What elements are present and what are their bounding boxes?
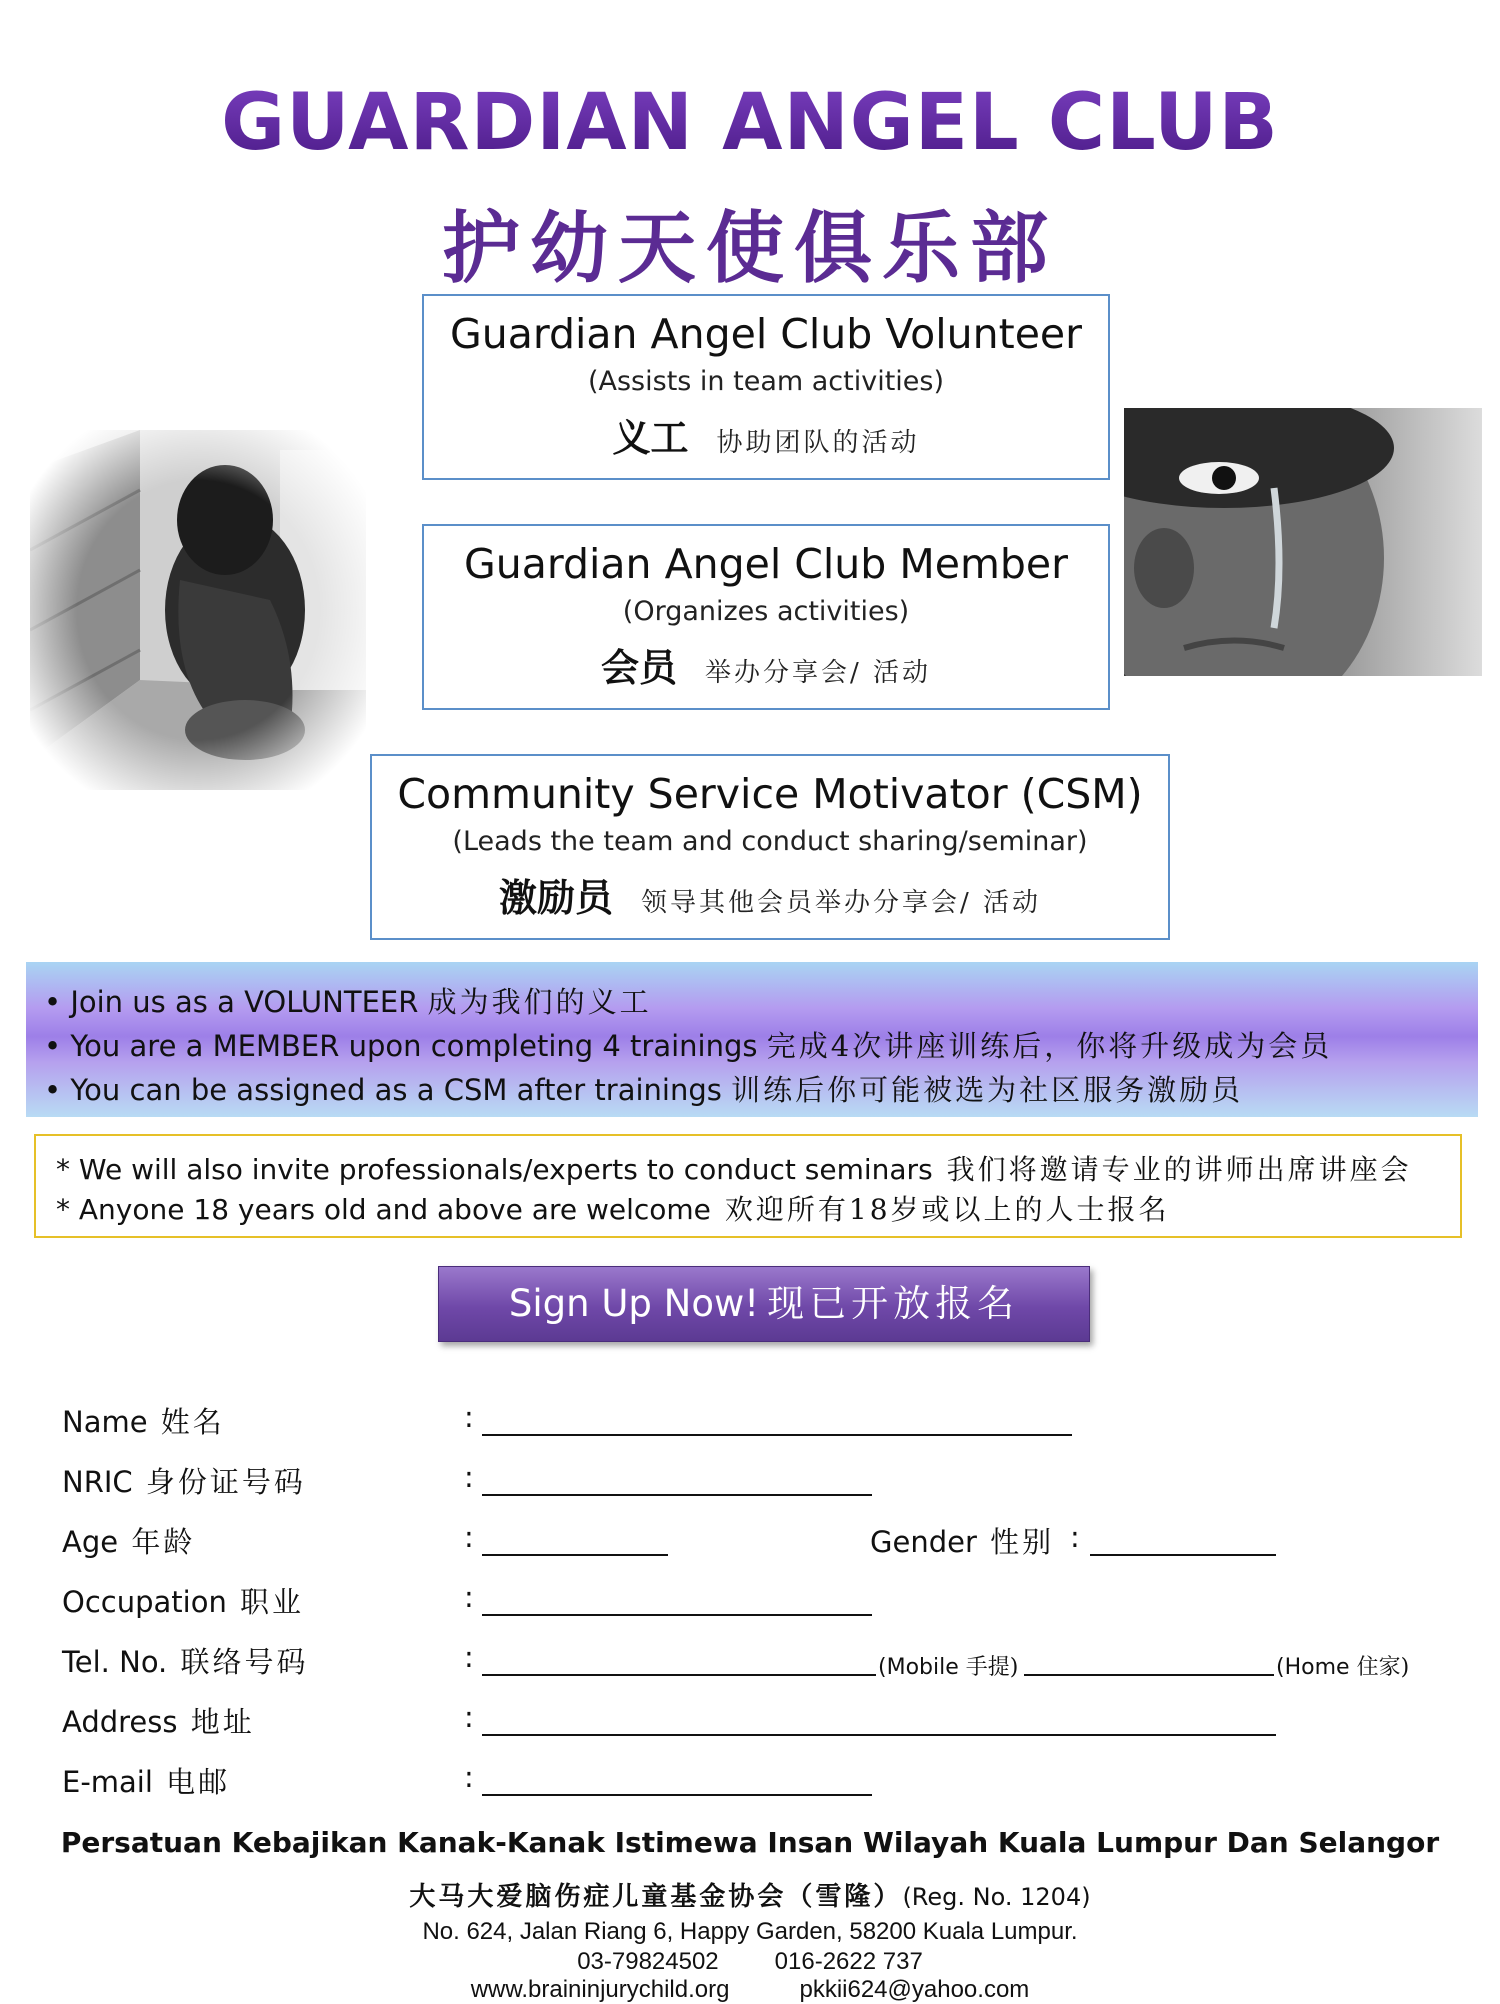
girl-sitting-photo (30, 430, 366, 790)
gender-label: Gender 性别 (870, 1525, 1055, 1559)
email-label: E-mail 电邮 (62, 1765, 231, 1799)
crying-child-photo (1124, 408, 1482, 676)
volunteer-zh-title: 义工 (612, 415, 689, 460)
bullet-member: • You are a MEMBER upon completing 4 trainings 完成4次讲座训练后，你将升级成为会员 (44, 1029, 1333, 1063)
nric-field[interactable] (482, 1464, 872, 1496)
email-link[interactable]: pkkii624@yahoo.com (799, 1976, 1030, 2003)
csm-zh-title: 激励员 (498, 875, 613, 920)
note-age: * Anyone 18 years old and above are welcome 欢迎所有18岁或以上的人士报名 (56, 1193, 1170, 1226)
org-name-chinese: 大马大爱脑伤症儿童基金协会（雪隆）(Reg. No. 1204) (409, 1882, 1091, 1912)
sign-up-button[interactable]: Sign Up Now! 现已开放报名 (438, 1266, 1090, 1342)
csm-title: Community Service Motivator (CSM) (397, 770, 1143, 818)
home-label: (Home 住家) (1276, 1655, 1410, 1680)
occupation-label: Occupation 职业 (62, 1585, 305, 1619)
volunteer-zh-desc: 协助团队的活动 (716, 428, 920, 458)
member-title: Guardian Angel Club Member (464, 540, 1068, 588)
org-phones: 03-79824502 016-2622 737 (577, 1948, 923, 1975)
occupation-field[interactable] (482, 1584, 872, 1616)
website-link[interactable]: www.braininjurychild.org (470, 1976, 730, 2003)
nric-label: NRIC 身份证号码 (62, 1465, 306, 1499)
bullet-csm: • You can be assigned as a CSM after trainings 训练后你可能被选为社区服务激励员 (44, 1073, 1244, 1107)
volunteer-title: Guardian Angel Club Volunteer (449, 310, 1083, 358)
org-name-malay: Persatuan Kebajikan Kanak-Kanak Istimewa Insan Wilayah Kuala Lumpur Dan Selangor (60, 1826, 1440, 1859)
mobile-field[interactable] (482, 1644, 876, 1676)
csm-subtitle: (Leads the team and conduct sharing/seminar) (452, 826, 1088, 857)
address-colon: : (464, 1700, 474, 1734)
csm-box (370, 754, 1170, 940)
gender-field[interactable] (1090, 1524, 1276, 1556)
member-zh-desc: 举办分享会/ 活动 (704, 658, 932, 688)
age-label: Age 年龄 (62, 1525, 196, 1559)
note-seminars: * We will also invite professionals/experts to conduct seminars 我们将邀请专业的讲师出席讲座会 (56, 1153, 1412, 1186)
age-colon: : (464, 1520, 474, 1554)
volunteer-box (422, 294, 1110, 480)
benefits-band (26, 962, 1478, 1117)
name-field[interactable] (482, 1404, 1072, 1436)
email-colon: : (464, 1760, 474, 1794)
name-colon: : (464, 1400, 474, 1434)
org-address: No. 624, Jalan Riang 6, Happy Garden, 58200 Kuala Lumpur. (422, 1918, 1078, 1945)
home-phone-field[interactable] (1024, 1644, 1274, 1676)
occupation-colon: : (464, 1580, 474, 1614)
gender-colon: : (1070, 1520, 1080, 1554)
address-label: Address 地址 (62, 1705, 255, 1739)
age-field[interactable] (482, 1524, 668, 1556)
name-label: Name 姓名 (62, 1405, 225, 1439)
address-field[interactable] (482, 1704, 1276, 1736)
member-box (422, 524, 1110, 710)
nric-colon: : (464, 1460, 474, 1494)
title-english: GUARDIAN ANGEL CLUB (0, 78, 1500, 168)
bullet-volunteer: • Join us as a VOLUNTEER 成为我们的义工 (44, 985, 652, 1019)
member-subtitle: (Organizes activities) (622, 596, 910, 627)
tel-colon: : (464, 1640, 474, 1674)
csm-zh-desc: 领导其他会员举办分享会/ 活动 (640, 888, 1042, 918)
volunteer-subtitle: (Assists in team activities) (587, 366, 945, 397)
notes-box (34, 1134, 1462, 1238)
email-field[interactable] (482, 1764, 872, 1796)
title-chinese: 护幼天使俱乐部 (441, 203, 1058, 294)
member-zh-title: 会员 (600, 645, 677, 690)
mobile-label: (Mobile 手提) (878, 1655, 1019, 1680)
tel-label: Tel. No. 联络号码 (62, 1645, 309, 1679)
